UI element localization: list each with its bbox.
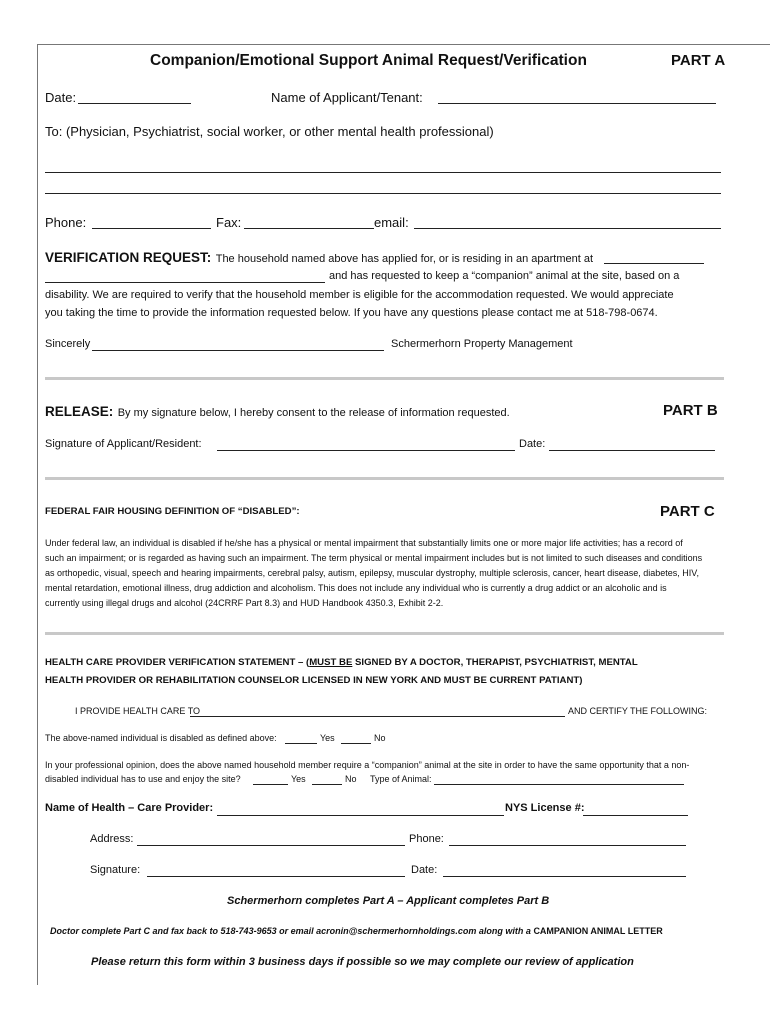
provider-signature-field[interactable] <box>147 876 405 877</box>
provider-name-label: Name of Health – Care Provider: <box>45 802 214 814</box>
date-label: Date: <box>45 90 77 105</box>
part-c-label: PART C <box>660 503 715 520</box>
release-heading: RELEASE: <box>45 404 114 419</box>
provider-date-label: Date: <box>411 864 438 876</box>
disabled-yes-label: Yes <box>320 733 335 743</box>
animal-yes-field[interactable] <box>253 784 288 785</box>
fair-housing-line: as orthopedic, visual, speech and hearing impairments, cerebral palsy, autism, epilepsy, muscular dystrophy, multiple sclerosis, cancer, heart disease, diabetes, HIV, <box>45 568 699 578</box>
provider-phone-field[interactable] <box>449 845 686 846</box>
to-label: To: (Physician, Psychiatrist, social worker, or other mental health professional) <box>45 124 494 139</box>
hcp-heading-line-1 <box>45 657 638 668</box>
company-name: Schermerhorn Property Management <box>391 338 573 350</box>
applicant-field[interactable] <box>438 103 716 104</box>
release-date-field[interactable] <box>549 450 715 451</box>
verification-text-4: you taking the time to provide the information requested below. If you have any questions please contact me at 518-798-0674. <box>45 307 658 319</box>
phone-field[interactable] <box>92 228 211 229</box>
opinion-line-1: In your professional opinion, does the above named household member require a “companion” animal at the site in order to have the same opportunity that a non- <box>45 760 690 770</box>
release-line <box>45 403 510 421</box>
animal-no-label: No <box>345 774 357 784</box>
email-label: email: <box>374 215 409 230</box>
provide-label: I PROVIDE HEALTH CARE TO <box>75 706 201 716</box>
address-label: Address: <box>90 833 134 845</box>
apartment-field[interactable] <box>604 263 704 264</box>
animal-type-label: Type of Animal: <box>370 774 432 784</box>
disabled-yes-field[interactable] <box>285 743 317 744</box>
applicant-signature-field[interactable] <box>217 450 515 451</box>
date-field[interactable] <box>78 103 191 104</box>
patient-name-field[interactable] <box>190 716 565 717</box>
opinion-line-2: disabled individual has to use and enjoy the site? <box>45 774 241 784</box>
separator-2 <box>45 477 724 480</box>
part-b-label: PART B <box>663 402 718 419</box>
fair-housing-line: mental retardation, emotional illness, drug addiction and alcoholism. This does not include any individual who is currently a drug addict or an alcoholic and is <box>45 583 667 593</box>
email-field[interactable] <box>414 228 721 229</box>
release-text: By my signature below, I hereby consent to the release of information requested. <box>117 407 510 419</box>
license-field[interactable] <box>583 815 688 816</box>
applicant-signature-label: Signature of Applicant/Resident: <box>45 438 202 450</box>
fair-housing-line: such an impairment; or is regarded as having such an impairment. The term physical or mental impairment includes but is not limited to such diseases and conditions <box>45 553 703 563</box>
animal-type-field[interactable] <box>434 784 684 785</box>
hcp-heading-1a: HEALTH CARE PROVIDER VERIFICATION STATEMENT – ( <box>45 657 310 668</box>
separator-3 <box>45 632 724 635</box>
license-label: NYS License #: <box>505 802 585 814</box>
provider-signature-label: Signature: <box>90 864 141 876</box>
verification-line-1 <box>45 249 593 267</box>
sincerely-label: Sincerely <box>45 338 91 350</box>
disabled-label: The above-named individual is disabled as defined above: <box>45 733 277 743</box>
verification-text-2: and has requested to keep a “companion” animal at the site, based on a <box>329 270 680 282</box>
recipient-line-2[interactable] <box>45 193 721 194</box>
provider-phone-label: Phone: <box>409 833 444 845</box>
applicant-label: Name of Applicant/Tenant: <box>271 90 423 105</box>
verification-heading: VERIFICATION REQUEST: <box>45 250 212 265</box>
fax-label: Fax: <box>216 215 242 230</box>
hcp-heading-1c: SIGNED BY A DOCTOR, THERAPIST, PSYCHIATRIST, MENTAL <box>352 657 638 668</box>
verification-text-1: The household named above has applied for, or is residing in an apartment at <box>215 253 594 265</box>
disabled-no-field[interactable] <box>341 743 371 744</box>
footer-line-2b: CAMPANION ANIMAL LETTER <box>533 926 663 936</box>
certify-label: AND CERTIFY THE FOLLOWING: <box>568 706 708 716</box>
sincerely-signature-field[interactable] <box>92 350 384 351</box>
address-field[interactable] <box>137 845 405 846</box>
footer-line-1: Schermerhorn completes Part A – Applicant completes Part B <box>227 895 550 907</box>
apartment-field-cont[interactable] <box>45 282 325 283</box>
separator-1 <box>45 377 724 380</box>
part-a-label: PART A <box>671 52 726 69</box>
provider-date-field[interactable] <box>443 876 686 877</box>
release-date-label: Date: <box>519 438 546 450</box>
footer-line-3: Please return this form within 3 business days if possible so we may complete our review of application <box>91 956 634 968</box>
form-title: Companion/Emotional Support Animal Request/Verification <box>150 52 587 69</box>
animal-no-field[interactable] <box>312 784 342 785</box>
fair-housing-line: Under federal law, an individual is disabled if he/she has a physical or mental impairment that substantially limits one or more major life activities; has a record of <box>45 538 683 548</box>
footer-line-2 <box>50 926 663 936</box>
fax-field[interactable] <box>244 228 374 229</box>
fair-housing-heading: FEDERAL FAIR HOUSING DEFINITION OF “DISABLED”: <box>45 506 300 517</box>
recipient-line-1[interactable] <box>45 172 721 173</box>
animal-yes-label: Yes <box>291 774 306 784</box>
fair-housing-line: currently using illegal drugs and alcohol (24CRRF Part 8.3) and HUD Handbook 4350.3, Exhibit 2-2. <box>45 598 444 608</box>
hcp-heading-line-2: HEALTH PROVIDER OR REHABILITATION COUNSELOR LICENSED IN NEW YORK AND MUST BE CURRENT PATIANT) <box>45 675 583 686</box>
footer-line-2a: Doctor complete Part C and fax back to 518-743-9653 or email acronin@schermerhornholdings.com along with a <box>50 926 531 936</box>
provider-name-field[interactable] <box>217 815 504 816</box>
verification-text-3: disability. We are required to verify that the household member is eligible for the accommodation requested. We would appreciate <box>45 289 674 301</box>
phone-label: Phone: <box>45 215 87 230</box>
disabled-no-label: No <box>374 733 386 743</box>
hcp-heading-1b: MUST BE <box>309 657 353 668</box>
